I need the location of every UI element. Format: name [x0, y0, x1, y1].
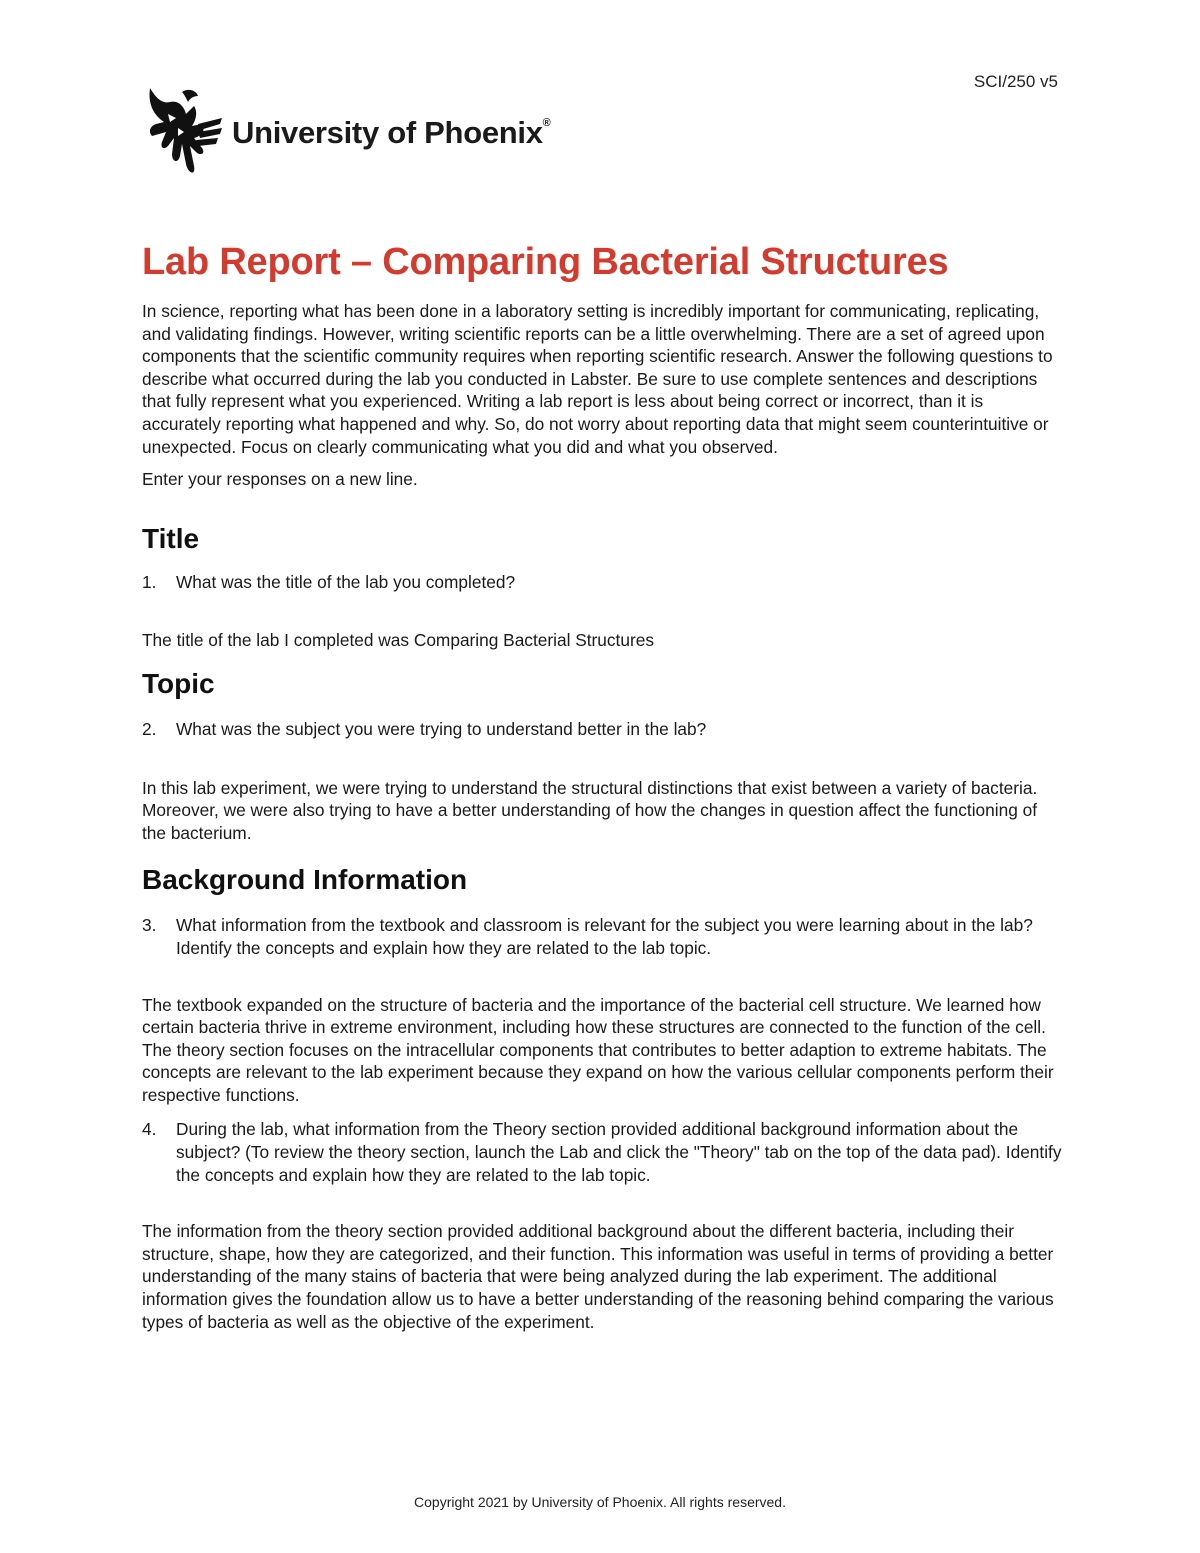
instruction-text: Enter your responses on a new line. [142, 469, 418, 490]
page-title: Lab Report – Comparing Bacterial Structures [142, 241, 949, 283]
question-text: During the lab, what information from the Theory section provided additional background information about the subject? (To review the theory section, launch the Lab and click the "Theory" tab on the top of the data pad). Identify the concepts and explain how they are related to the lab topic. [176, 1119, 1062, 1185]
section-heading-topic: Topic [142, 667, 215, 699]
question-item [142, 718, 1062, 741]
copyright-footer: Copyright 2021 by University of Phoenix. All rights reserved. [414, 1494, 786, 1510]
document-body [142, 236, 1062, 1333]
question-item [142, 914, 1062, 959]
question-number: 2. [142, 718, 157, 739]
university-logo [142, 84, 550, 178]
answer-text: The textbook expanded on the structure of bacteria and the importance of the bacterial cell structure. We learned how certain bacteria thrive in extreme environment, including how these structures are connected to the function of the cell. The theory section focuses on the intracellular components that contributes to better adaption to extreme habitats. The concepts are relevant to the lab experiment because they expand on how the various cellular components perform their respective functions. [142, 994, 1054, 1105]
intro-paragraph: In science, reporting what has been done in a laboratory setting is incredibly important for communicating, replicating, and validating findings. However, writing scientific reports can be a little overwhelming. There are a set of agreed upon components that the scientific community requires when reporting scientific research. Answer the following questions to describe what occurred during the lab you conducted in Labster. Be sure to use complete sentences and descriptions that fully represent what you experienced. Writing a lab report is less about being correct or incorrect, than it is accurately reporting what happened and why. So, do not worry about reporting data that might seem counterintuitive or unexpected. Focus on clearly communicating what you did and what you observed. [142, 301, 1053, 457]
logo-wordmark: University of Phoenix® [232, 115, 551, 150]
question-text: What was the subject you were trying to understand better in the lab? [176, 718, 707, 739]
section-heading-background: Background Information [142, 864, 468, 896]
section-heading-title: Title [142, 522, 200, 554]
question-number: 4. [142, 1119, 157, 1140]
question-text: What information from the textbook and classroom is relevant for the subject you were learning about in the lab? Identify the concepts and explain how they are related to the lab topic. [176, 915, 1033, 958]
answer-text: The title of the lab I completed was Comparing Bacterial Structures [142, 630, 654, 651]
course-code: SCI/250 v5 [973, 72, 1058, 91]
phoenix-bird-icon [142, 84, 226, 178]
registered-mark: ® [542, 117, 551, 129]
question-text: What was the title of the lab you completed? [176, 571, 516, 592]
question-number: 3. [142, 915, 157, 936]
answer-text: The information from the theory section provided additional background about the different bacteria, including their structure, shape, how they are categorized, and their function. This information was useful in terms of providing a better understanding of the many stains of bacteria that were being analyzed during the lab experiment. The additional information gives the foundation allow us to have a better understanding of the reasoning behind comparing the various types of bacteria as well as the objective of the experiment. [142, 1221, 1054, 1332]
question-number: 1. [142, 571, 157, 592]
question-item [142, 571, 1062, 594]
question-item [142, 1118, 1062, 1186]
answer-text: In this lab experiment, we were trying to understand the structural distinctions that exist between a variety of bacteria. Moreover, we were also trying to have a better understanding of how the changes in question affect the functioning of the bacterium. [142, 777, 1038, 843]
